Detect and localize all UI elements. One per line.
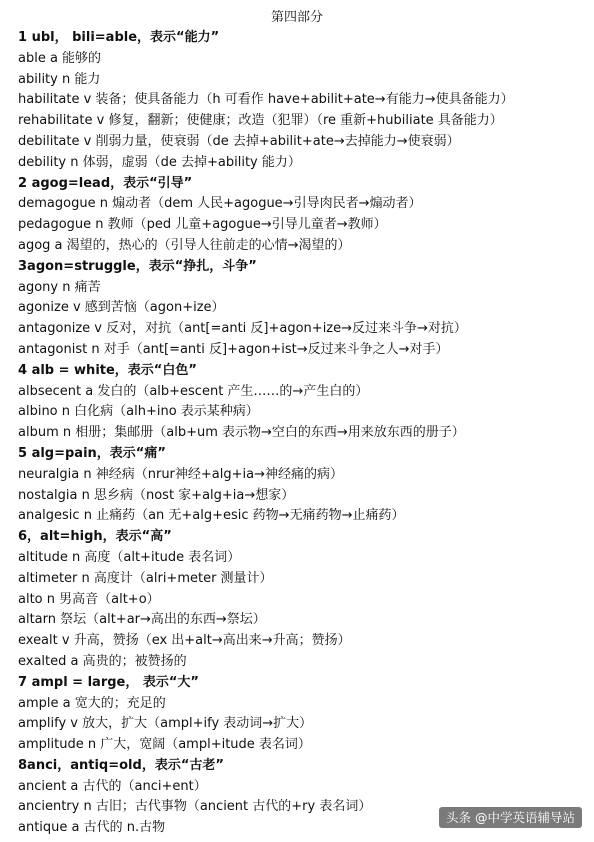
word-entry: agony n 痛苦 (18, 279, 101, 295)
section-heading: 5 alg=pain，表示“痛” (18, 445, 166, 461)
word-entry: amplitude n 广大，宽阔（ampl+itude 表名词） (18, 737, 311, 753)
section-heading: 6，alt=high，表示“高” (18, 529, 172, 545)
word-entry: nostalgia n 思乡病（nost 家+alg+ia→想家） (18, 487, 295, 503)
word-entry: habilitate v 装备；使具备能力（h 可看作 have+abilit+ate→有能力→使具备能力） (18, 92, 514, 108)
section-heading: 4 alb = white，表示“白色” (18, 362, 197, 378)
word-entry: ancient a 古代的（anci+ent） (18, 778, 207, 794)
word-entry: antagonize v 反对，对抗（ant[=anti 反]+agon+ize→反过来斗争→对抗） (18, 321, 467, 337)
section-heading: 8anci，antiq=old，表示“古老” (18, 757, 224, 773)
section-heading: 1 ubl， bili=able，表示“能力” (18, 30, 220, 45)
word-entry: neuralgia n 神经病（nrur神经+alg+ia→神经痛的病） (18, 466, 343, 482)
word-entry: exalted a 高贵的；被赞扬的 (18, 653, 187, 669)
section-heading: 2 agog=lead，表示“引导” (18, 175, 193, 191)
word-entry: debility n 体弱，虚弱（de 去掉+ability 能力） (18, 154, 301, 170)
word-entry: altitude n 高度（alt+itude 表名词） (18, 549, 241, 565)
word-entry: pedagogue n 教师（ped 儿童+agogue→引导儿童者→教师） (18, 217, 387, 233)
word-entry: altarn 祭坛（alt+ar→高出的东西→祭坛） (18, 612, 266, 628)
word-entry: amplify v 放大，扩大（ampl+ify 表动词→扩大） (18, 716, 313, 732)
word-entry: ample a 宽大的；充足的 (18, 695, 166, 711)
word-root-list (18, 28, 588, 839)
watermark-badge: 头条 @中学英语辅导站 (439, 807, 582, 828)
word-entry: able a 能够的 (18, 50, 102, 66)
section-heading: 7 ampl = large， 表示“大” (18, 674, 199, 690)
word-entry: agog a 渴望的，热心的（引导人往前走的心情→渴望的） (18, 237, 351, 253)
word-entry: demagogue n 煽动者（dem 人民+agogue→引导肉民者→煽动者） (18, 196, 422, 212)
word-entry: antique a 古代的 n.古物 (18, 820, 166, 836)
word-entry: albsecent a 发白的（alb+escent 产生……的→产生白的） (18, 383, 369, 399)
word-entry: agonize v 感到苦恼（agon+ize） (18, 300, 225, 316)
word-entry: antagonist n 对手（ant[=anti 反]+agon+ist→反过来斗争之人→对手） (18, 341, 449, 357)
word-entry: albino n 白化病（alh+ino 表示某种病） (18, 404, 259, 420)
word-entry: alto n 男高音（alt+o） (18, 591, 160, 607)
page-title: 第四部分 (270, 10, 323, 25)
word-entry: exealt v 升高，赞扬（ex 出+alt→高出来→升高；赞扬） (18, 633, 351, 649)
word-entry: rehabilitate v 修复，翻新；使健康；改造（犯罪）（re 重新+hubiliate 具备能力） (18, 113, 503, 129)
word-entry: album n 相册；集邮册（alb+um 表示物→空白的东西→用来放东西的册子） (18, 425, 465, 441)
word-entry: debilitate v 削弱力量，使衰弱（de 去掉+abilit+ate→去掉能力→使衰弱） (18, 133, 460, 149)
word-entry: ability n 能力 (18, 71, 101, 87)
word-entry: analgesic n 止痛药（an 无+alg+esic 药物→无痛药物→止痛药） (18, 508, 405, 524)
section-heading: 3agon=struggle，表示“挣扎，斗争” (18, 258, 257, 274)
word-entry: altimeter n 高度计（alri+meter 测量计） (18, 570, 273, 586)
word-entry: ancientry n 古旧；古代事物（ancient 古代的+ry 表名词） (18, 799, 372, 815)
